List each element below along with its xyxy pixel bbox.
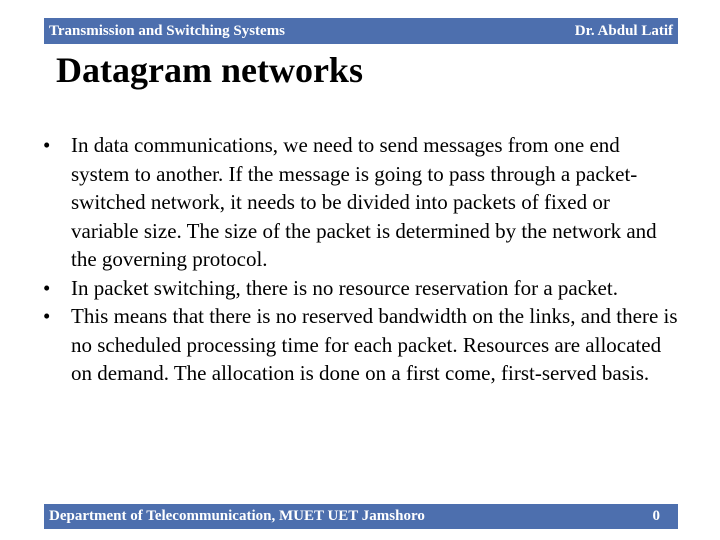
department-name: Department of Telecommunication, MUET UET Jamshoro bbox=[49, 508, 425, 524]
bullet-marker: • bbox=[43, 133, 51, 157]
bullet-list bbox=[40, 131, 680, 388]
bullet-text: This means that there is no reserved bandwidth on the links, and there is no scheduled processing time for each packet. Resources are allocated on demand. The allocation is done on a first come, first-served basis. bbox=[71, 304, 678, 385]
page-number: 0 bbox=[652, 508, 660, 524]
header-bar bbox=[44, 18, 678, 44]
course-title: Transmission and Switching Systems bbox=[49, 22, 286, 39]
footer-bar bbox=[44, 504, 678, 529]
bullet-marker: • bbox=[43, 304, 51, 328]
bullet-item bbox=[40, 302, 680, 388]
bullet-text: In packet switching, there is no resource reservation for a packet. bbox=[71, 275, 618, 300]
slide-title: Datagram networks bbox=[56, 50, 363, 90]
author-name: Dr. Abdul Latif bbox=[574, 22, 673, 39]
bullet-marker: • bbox=[43, 275, 51, 300]
bullet-item bbox=[40, 131, 680, 274]
bullet-item bbox=[40, 274, 680, 303]
bullet-text: In data communications, we need to send messages from one end system to another. If the message is going to pass through a packet-switched network, it needs to be divided into packets of fixed or variable size. The size of the packet is determined by the network and the governing protocol. bbox=[71, 133, 657, 271]
